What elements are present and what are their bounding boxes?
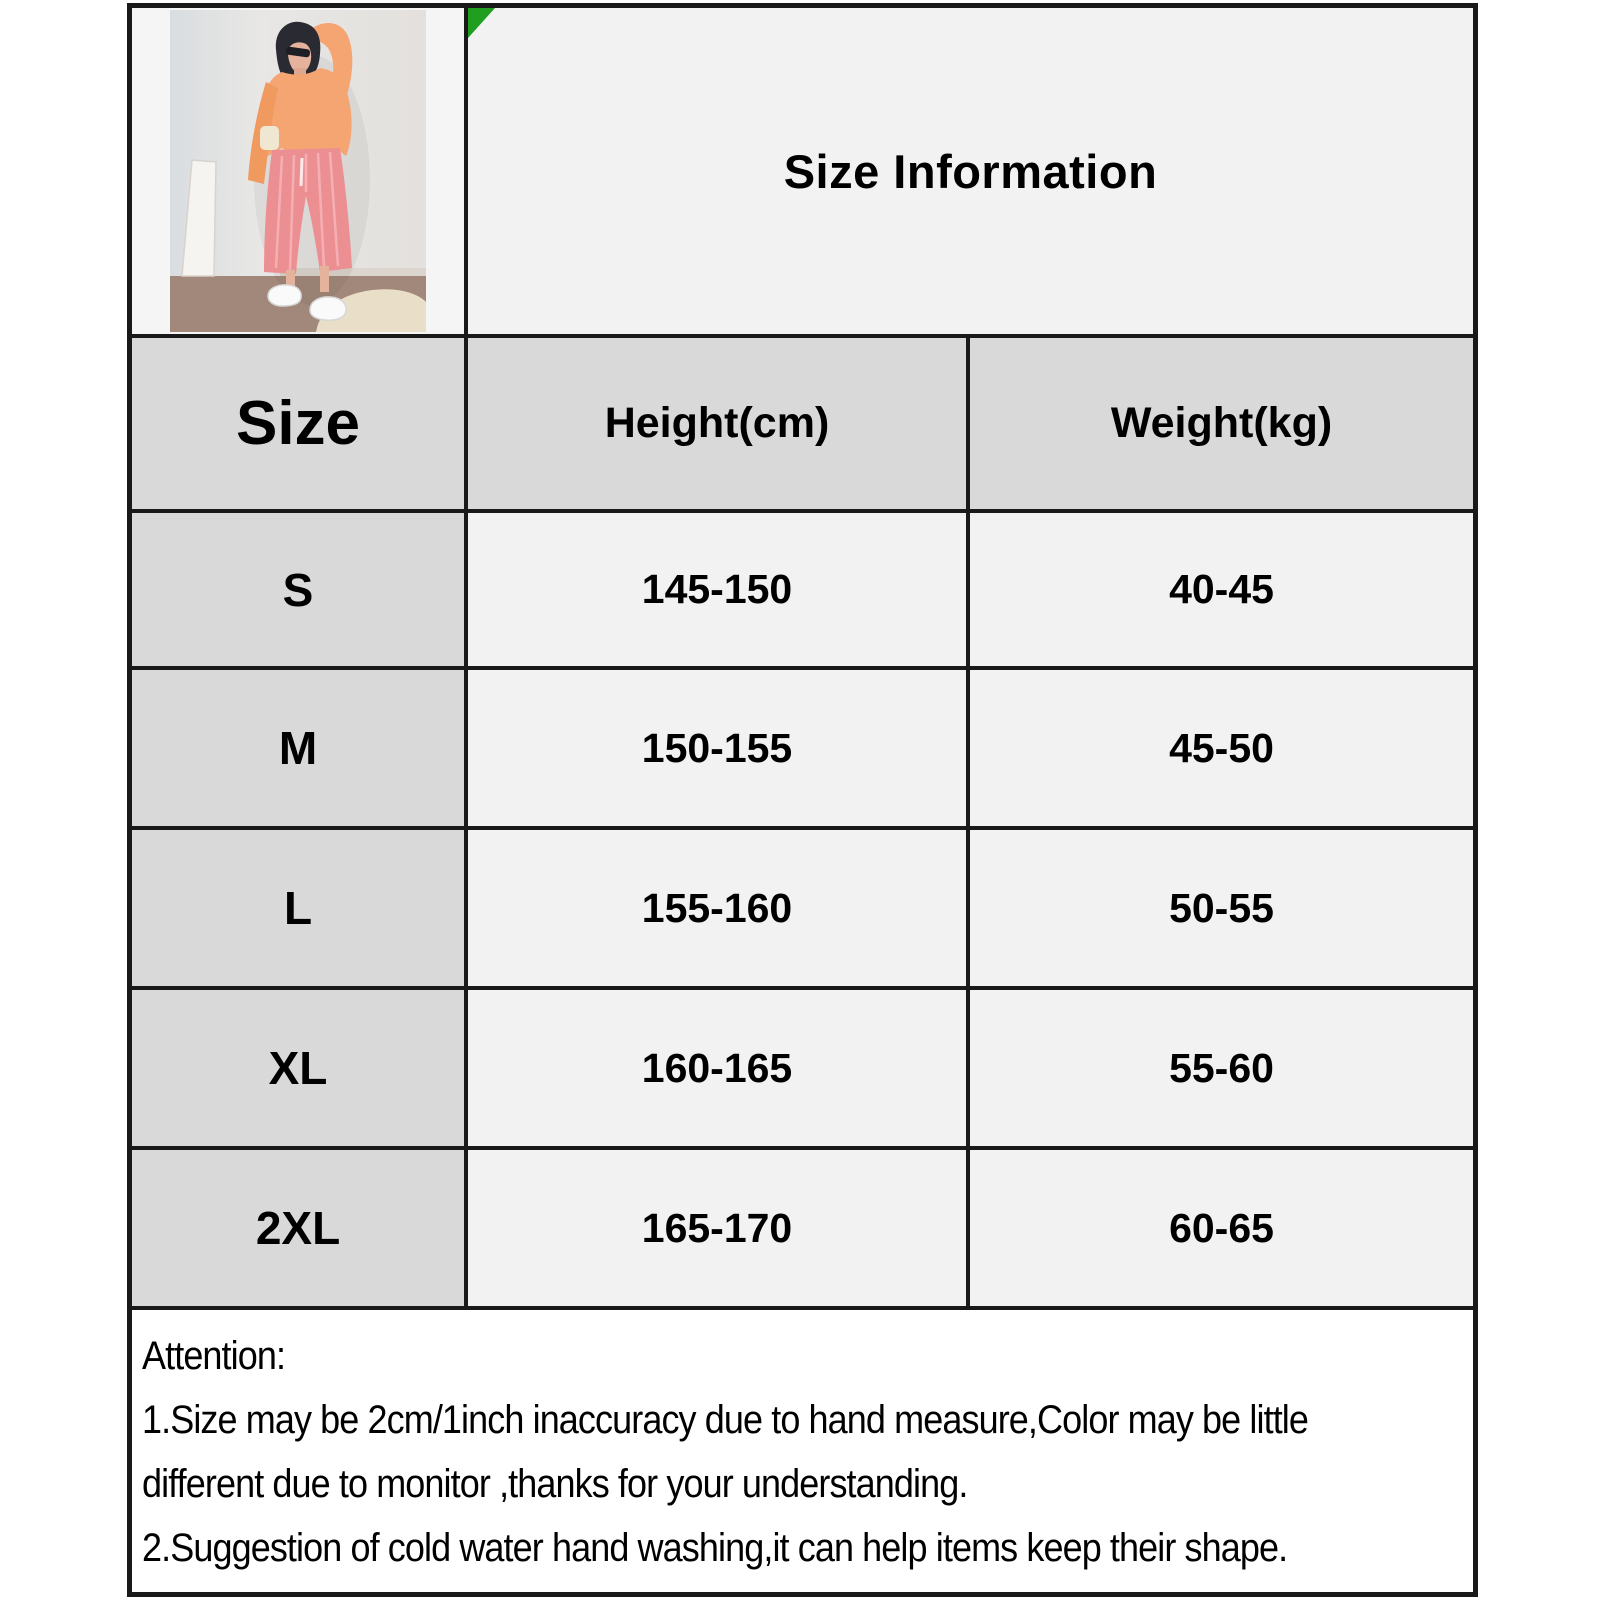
attention-heading: Attention: xyxy=(142,1334,286,1378)
row-m-weight: 45-50 xyxy=(970,670,1473,830)
shoulder-bag xyxy=(260,126,279,150)
page-title: Size Information xyxy=(783,144,1158,198)
attention-line-3: 2.Suggestion of cold water hand washing,it can help items keep their shape. xyxy=(142,1526,1288,1570)
product-photo xyxy=(170,10,426,332)
row-xl-weight: 55-60 xyxy=(970,990,1473,1150)
row-2xl-height: 165-170 xyxy=(468,1150,970,1310)
column-header-height: Height(cm) xyxy=(468,338,970,513)
sneaker-right xyxy=(310,297,346,320)
row-s-weight: 40-45 xyxy=(970,513,1473,670)
attention-note xyxy=(132,1310,1473,1592)
row-2xl-weight: 60-65 xyxy=(970,1150,1473,1310)
row-xl-height: 160-165 xyxy=(468,990,970,1150)
row-l-weight: 50-55 xyxy=(970,830,1473,990)
sneaker-left xyxy=(268,285,301,306)
row-m-height: 150-155 xyxy=(468,670,970,830)
green-corner-flag-icon xyxy=(468,8,495,38)
row-s-height: 145-150 xyxy=(468,513,970,670)
row-xl-size: XL xyxy=(132,990,468,1150)
product-photo-cell xyxy=(132,8,468,338)
row-s-size: S xyxy=(132,513,468,670)
title-cell xyxy=(468,8,1473,338)
row-m-size: M xyxy=(132,670,468,830)
row-2xl-size: 2XL xyxy=(132,1150,468,1310)
row-l-height: 155-160 xyxy=(468,830,970,990)
attention-line-1: 1.Size may be 2cm/1inch inaccuracy due to hand measure,Color may be little xyxy=(142,1398,1309,1442)
attention-line-2: different due to monitor ,thanks for your understanding. xyxy=(142,1462,968,1506)
column-header-weight: Weight(kg) xyxy=(970,338,1473,513)
column-header-size: Size xyxy=(132,338,468,513)
size-chart-table xyxy=(127,3,1478,1597)
row-l-size: L xyxy=(132,830,468,990)
